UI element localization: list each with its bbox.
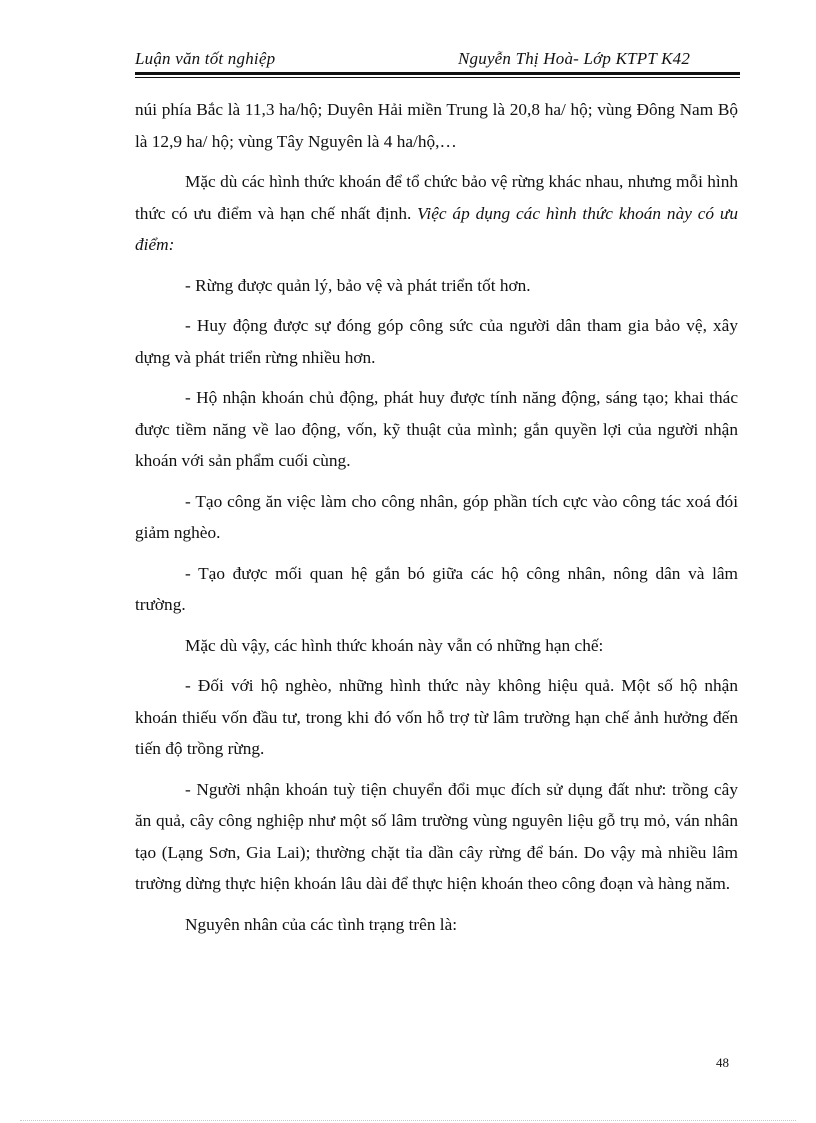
list-item-limitation-2: - Người nhận khoán tuỳ tiện chuyển đổi mục đích sử dụng đất như: trồng cây ăn quả, cây công nghiệp như một số lâm trường vùng nguyên liệu gỗ trụ mỏ, ván nhân tạo (Lạng Sơn, Gia Lai); thường chặt tỉa dần cây rừng để bán. Do vậy mà nhiều lâm trường dừng thực hiện khoán lâu dài để thực hiện khoán theo công đoạn và hàng năm. xyxy=(135,779,738,893)
header-author-class: Nguyễn Thị Hoà- Lớp KTPT K42 xyxy=(458,49,691,68)
document-body xyxy=(135,94,738,949)
list-item-advantage-3: - Hộ nhận khoán chủ động, phát huy được tính năng động, sáng tạo; khai thác được tiềm năng về lao động, vốn, kỹ thuật của mình; gắn quyền lợi của người nhận khoán với sản phẩm cuối cùng. xyxy=(135,388,738,470)
list-item-limitation-1: - Đối với hộ nghèo, những hình thức này không hiệu quả. Một số hộ nhận khoán thiếu vốn đầu tư, trong khi đó vốn hỗ trợ từ lâm trường hạn chế ảnh hưởng đến tiến độ trồng rừng. xyxy=(135,676,738,758)
list-item-advantage-2: - Huy động được sự đóng góp công sức của người dân tham gia bảo vệ, xây dựng và phát triển rừng nhiều hơn. xyxy=(135,316,738,367)
header-thesis-label: Luận văn tốt nghiệp xyxy=(135,49,276,68)
paragraph-land-area-continuation: núi phía Bắc là 11,3 ha/hộ; Duyên Hải miền Trung là 20,8 ha/ hộ; vùng Đông Nam Bộ là 12,9 ha/ hộ; vùng Tây Nguyên là 4 ha/hộ,… xyxy=(135,100,738,151)
list-item-advantage-1: - Rừng được quản lý, bảo vệ và phát triển tốt hơn. xyxy=(185,275,531,295)
paragraph-contract-forms-intro xyxy=(135,166,738,261)
paragraph-causes-intro: Nguyên nhân của các tình trạng trên là: xyxy=(185,914,458,934)
list-item-advantage-4: - Tạo công ăn việc làm cho công nhân, góp phần tích cực vào công tác xoá đói giảm nghèo. xyxy=(135,491,738,542)
page-header xyxy=(135,49,740,71)
page-bottom-edge xyxy=(20,1120,796,1121)
header-rule-thin xyxy=(135,77,740,78)
paragraph-contract-forms-text: Mặc dù các hình thức khoán để tổ chức bảo vệ rừng khác nhau, nhưng mỗi hình thức có ưu điểm và hạn chế nhất định. xyxy=(135,172,738,223)
paragraph-advantages-heading: Việc áp dụng các hình thức khoán này có ưu điểm: xyxy=(135,203,738,254)
header-rule-thick xyxy=(135,72,740,75)
paragraph-limitations-intro: Mặc dù vậy, các hình thức khoán này vẫn có những hạn chế: xyxy=(185,635,604,655)
page-number: 48 xyxy=(716,1055,729,1070)
list-item-advantage-5: - Tạo được mối quan hệ gắn bó giữa các hộ công nhân, nông dân và lâm trường. xyxy=(135,563,738,614)
